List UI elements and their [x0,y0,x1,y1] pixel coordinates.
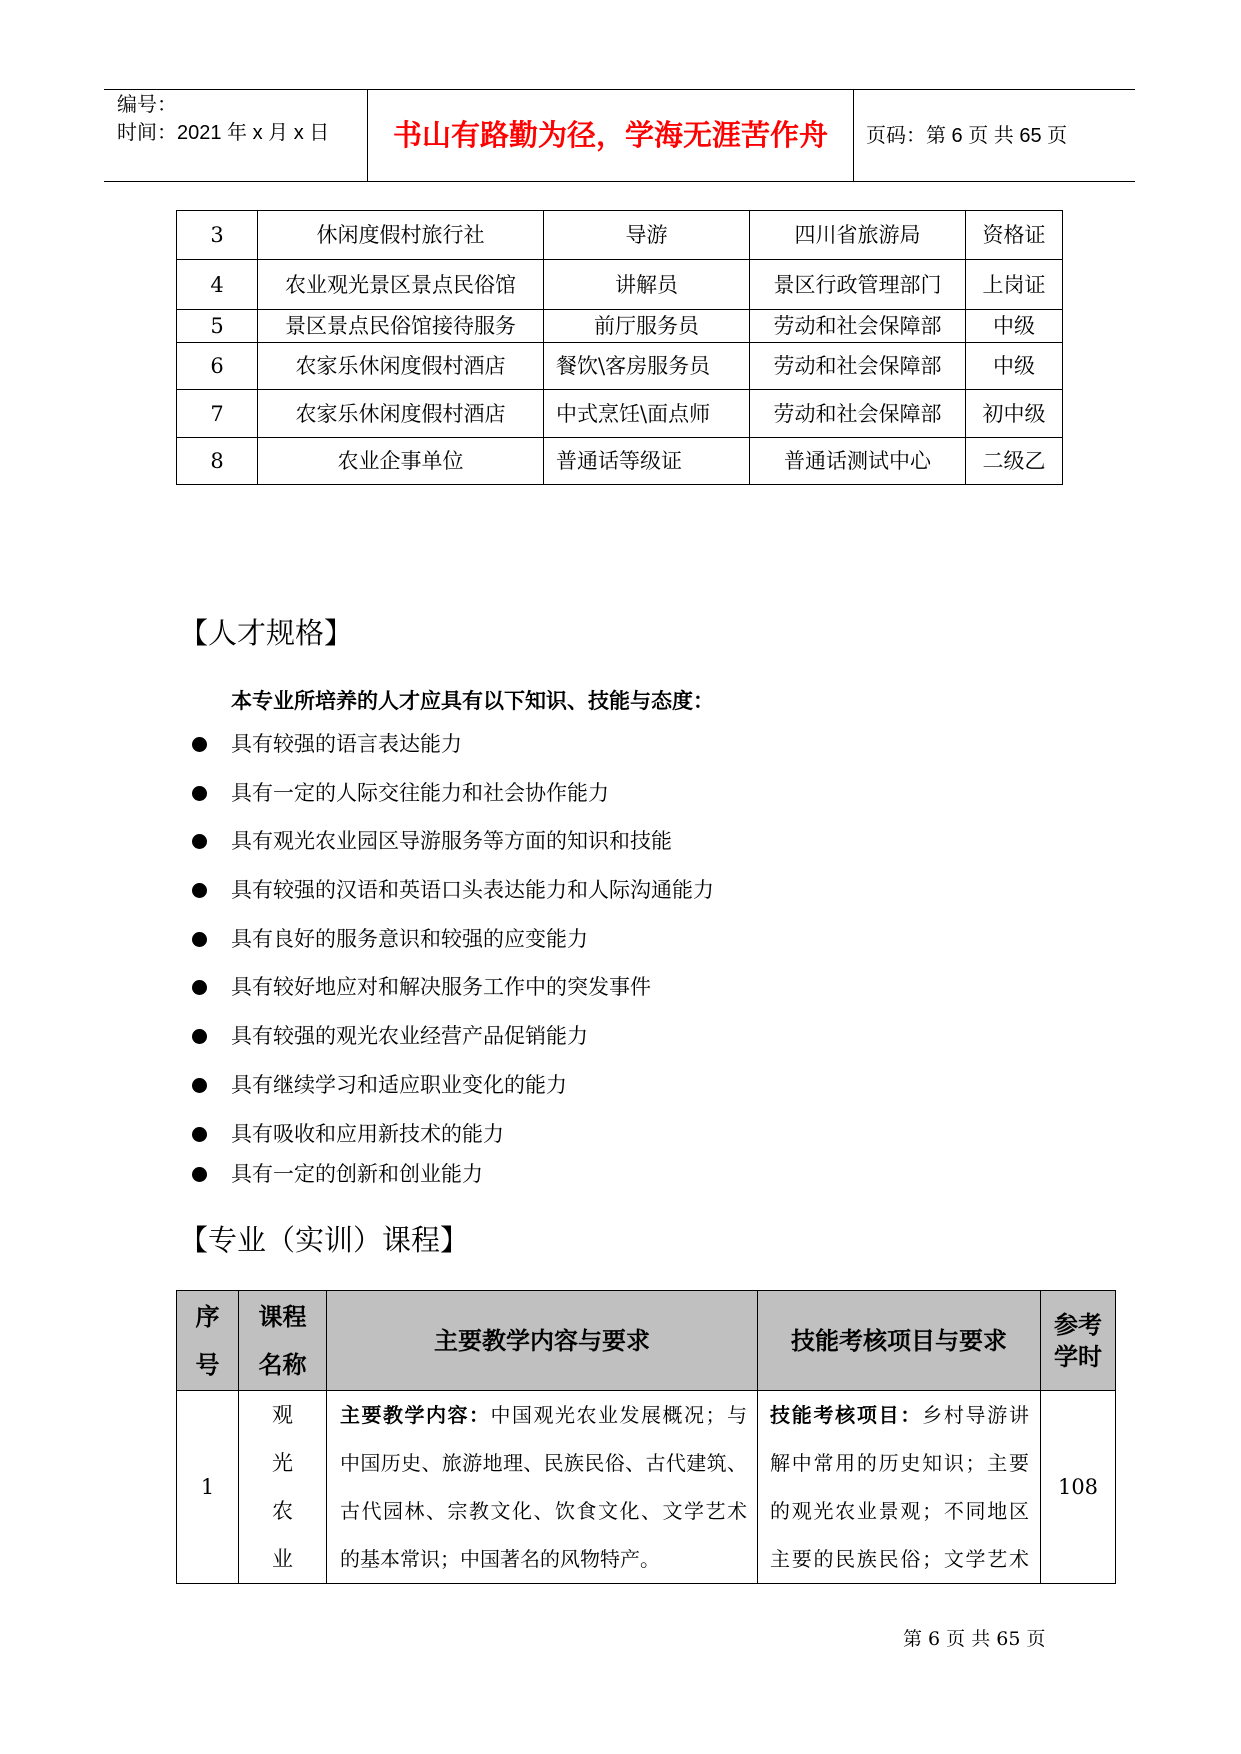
text-line [340,1391,747,1439]
list-item [0,1061,800,1110]
bullet-icon [192,883,207,898]
certificate-level: 二级乙 [966,438,1063,485]
text-line: 解中常用的历史知识；主要 [770,1451,1029,1475]
course-content-cell [327,1391,758,1584]
certificate-level: 中级 [966,343,1063,390]
content-text: 中国观光农业发展概况；与 [490,1403,747,1427]
list-item [0,769,800,818]
text-line: 的观光农业景观；不同地区 [770,1499,1029,1523]
workplace: 农家乐休闲度假村酒店 [258,390,544,438]
column-header-label: 序号 [195,1301,220,1379]
bullet-icon [192,786,207,801]
list-item-text: 具有观光农业园区导游服务等方面的知识和技能 [231,829,672,854]
certificate-level: 初中级 [966,390,1063,438]
list-item-text: 具有较强的观光农业经营产品促销能力 [231,1024,588,1049]
issuing-authority: 劳动和社会保障部 [750,310,966,343]
table-row [177,310,1063,343]
table-row [177,1391,1116,1584]
course-table [176,1290,1116,1584]
document-number-label: 编号： [117,94,177,116]
text-line [770,1391,1029,1439]
header-motto: 书山有路勤为径，学海无涯苦作舟 [392,119,828,152]
list-item-text: 具有良好的服务意识和较强的应变能力 [231,926,588,951]
list-item-text: 具有一定的创新和创业能力 [231,1162,483,1187]
header-divider [853,90,854,181]
column-header-course-name [239,1291,327,1391]
list-item-text: 具有吸收和应用新技术的能力 [231,1121,504,1146]
course-name: 观光农业 [271,1403,293,1571]
list-item-text: 具有一定的人际交往能力和社会协作能力 [231,780,609,805]
workplace: 休闲度假村旅行社 [258,211,544,260]
list-item-text: 具有继续学习和适应职业变化的能力 [231,1072,567,1097]
text-line: 古代园林、宗教文化、饮食文化、文学艺术 [340,1499,747,1523]
list-item-text: 具有较好地应对和解决服务工作中的突发事件 [231,975,651,1000]
column-header-content: 主要教学内容与要求 [327,1291,758,1391]
column-header-label: 课程名称 [258,1301,307,1379]
issuing-authority: 劳动和社会保障部 [750,390,966,438]
text-line: 中国历史、旅游地理、民族民俗、古代建筑、 [340,1451,747,1475]
talent-intro: 本专业所培养的人才应具有以下知识、技能与态度： [231,690,714,713]
position: 中式烹饪\面点师 [544,390,750,438]
certificate-level: 资格证 [966,211,1063,260]
row-number: 5 [177,310,258,343]
course-name-cell [239,1391,327,1584]
certificate-table [176,210,1063,485]
table-row [177,260,1063,310]
bullet-icon [192,1078,207,1093]
column-header-skills: 技能考核项目与要求 [758,1291,1041,1391]
list-item [0,963,800,1012]
section-heading-talent-spec: 【人才规格】 [179,618,354,650]
bullet-icon [192,1127,207,1142]
workplace: 景区景点民俗馆接待服务 [258,310,544,343]
row-number: 6 [177,343,258,390]
table-header-row [177,1291,1116,1391]
position: 导游 [544,211,750,260]
issuing-authority: 景区行政管理部门 [750,260,966,310]
text-line: 的基本常识；中国著名的风物特产。 [340,1547,660,1571]
list-item [0,1150,800,1199]
list-item [0,1012,800,1061]
column-header-number [177,1291,239,1391]
skills-label: 技能考核项目： [770,1403,923,1427]
course-skills-cell [758,1391,1041,1584]
column-header-label: 参考学时 [1053,1309,1102,1371]
position: 餐饮\客房服务员 [544,343,750,390]
workplace: 农业企事单位 [258,438,544,485]
bullet-icon [192,834,207,849]
list-item-text: 具有较强的汉语和英语口头表达能力和人际沟通能力 [231,878,714,903]
position: 普通话等级证 [544,438,750,485]
header-page-code: 页码：第 6 页 共 65 页 [866,124,1068,147]
row-number: 8 [177,438,258,485]
talent-requirements-list [0,720,800,1199]
row-number: 7 [177,390,258,438]
workplace: 农业观光景区景点民俗馆 [258,260,544,310]
table-row [177,438,1063,485]
certificate-level: 上岗证 [966,260,1063,310]
issuing-authority: 四川省旅游局 [750,211,966,260]
bullet-icon [192,1029,207,1044]
column-header-hours [1041,1291,1116,1391]
list-item-text: 具有较强的语言表达能力 [231,732,462,756]
section-heading-courses: 【专业（实训）课程】 [179,1225,470,1257]
course-number: 1 [177,1391,239,1584]
page-header [104,89,1135,182]
list-item [0,866,800,915]
table-row [177,211,1063,260]
workplace: 农家乐休闲度假村酒店 [258,343,544,390]
position: 前厅服务员 [544,310,750,343]
bullet-icon [192,737,207,752]
course-hours: 108 [1041,1391,1116,1584]
issuing-authority: 劳动和社会保障部 [750,343,966,390]
skills-text: 乡村导游讲 [922,1403,1030,1427]
bullet-icon [192,1167,207,1182]
table-row [177,343,1063,390]
text-line: 主要的民族民俗；文学艺术 [770,1547,1029,1571]
list-item [0,720,800,769]
content-label: 主要教学内容： [340,1403,491,1427]
document-date-label: 时间：2021 年 x 月 x 日 [117,122,330,144]
page-footer: 第 6 页 共 65 页 [903,1628,1046,1650]
bullet-icon [192,980,207,995]
position: 讲解员 [544,260,750,310]
issuing-authority: 普通话测试中心 [750,438,966,485]
table-row [177,390,1063,438]
bullet-icon [192,932,207,947]
list-item [0,817,800,866]
certificate-level: 中级 [966,310,1063,343]
row-number: 4 [177,260,258,310]
row-number: 3 [177,211,258,260]
list-item [0,915,800,964]
